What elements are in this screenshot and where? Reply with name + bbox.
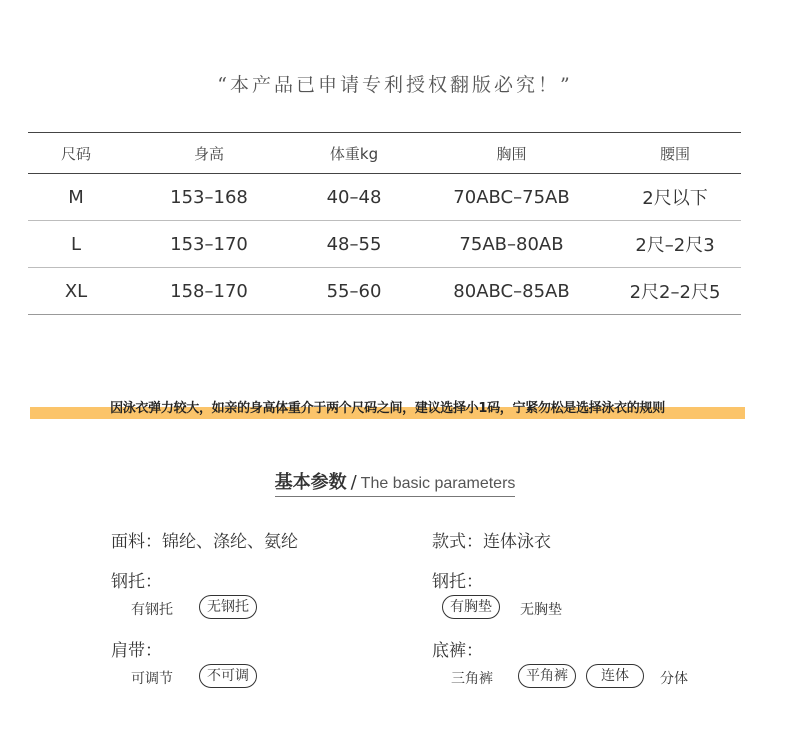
option-with-pad-selected: 有胸垫 bbox=[442, 595, 500, 619]
style-label: 款式：连体泳衣 bbox=[432, 532, 551, 552]
cell-waist: 2尺–2尺3 bbox=[609, 221, 741, 268]
fabric-label: 面料：锦纶、涤纶、氨纶 bbox=[111, 532, 298, 552]
header-size: 尺码 bbox=[28, 133, 124, 174]
option-one-piece-selected: 连体 bbox=[586, 664, 644, 688]
cell-waist: 2尺2–2尺5 bbox=[609, 268, 741, 315]
cell-bust: 70ABC–75AB bbox=[414, 174, 609, 221]
table-row bbox=[28, 221, 741, 268]
table-header-row bbox=[28, 133, 741, 174]
params-title-cn: 基本参数 bbox=[274, 472, 347, 493]
cell-height: 158–170 bbox=[124, 268, 294, 315]
option-two-piece: 分体 bbox=[660, 671, 688, 687]
copyright-notice: “本产品已申请专利授权翻版必究！” bbox=[217, 74, 573, 96]
option-boyshort-selected: 平角裤 bbox=[518, 664, 576, 688]
size-chart-table bbox=[28, 132, 741, 315]
cell-height: 153–170 bbox=[124, 221, 294, 268]
cell-size: M bbox=[28, 174, 124, 221]
header-height: 身高 bbox=[124, 133, 294, 174]
header-waist: 腰围 bbox=[609, 133, 741, 174]
cell-weight: 48–55 bbox=[294, 221, 414, 268]
params-title-underline bbox=[275, 468, 516, 497]
cell-waist: 2尺以下 bbox=[609, 174, 741, 221]
option-non-adjustable-selected: 不可调 bbox=[199, 664, 257, 688]
table-row bbox=[28, 268, 741, 315]
option-no-pad: 无胸垫 bbox=[520, 602, 562, 618]
option-adjustable: 可调节 bbox=[131, 671, 173, 687]
option-with-steel: 有钢托 bbox=[131, 602, 173, 618]
size-tip-banner bbox=[30, 395, 745, 420]
option-no-steel-selected: 无钢托 bbox=[199, 595, 257, 619]
params-title-en: The basic parameters bbox=[360, 475, 516, 492]
chest-pad-label: 钢托： bbox=[432, 572, 483, 592]
option-brief: 三角裤 bbox=[451, 671, 493, 687]
cell-weight: 55–60 bbox=[294, 268, 414, 315]
steel-support-label: 钢托： bbox=[111, 572, 162, 592]
cell-weight: 40–48 bbox=[294, 174, 414, 221]
params-title bbox=[0, 468, 790, 497]
header-bust: 胸围 bbox=[414, 133, 609, 174]
cell-size: L bbox=[28, 221, 124, 268]
cell-size: XL bbox=[28, 268, 124, 315]
params-title-slash: / bbox=[350, 472, 357, 493]
header-weight: 体重kg bbox=[294, 133, 414, 174]
bottom-label: 底裤： bbox=[432, 641, 483, 661]
table-row bbox=[28, 174, 741, 221]
size-tip-text: 因泳衣弹力较大，如亲的身高体重介于两个尺码之间，建议选择小1码，宁紧勿松是选择泳衣的规则 bbox=[110, 401, 665, 416]
cell-bust: 80ABC–85AB bbox=[414, 268, 609, 315]
cell-height: 153–168 bbox=[124, 174, 294, 221]
strap-label: 肩带： bbox=[111, 641, 162, 661]
cell-bust: 75AB–80AB bbox=[414, 221, 609, 268]
